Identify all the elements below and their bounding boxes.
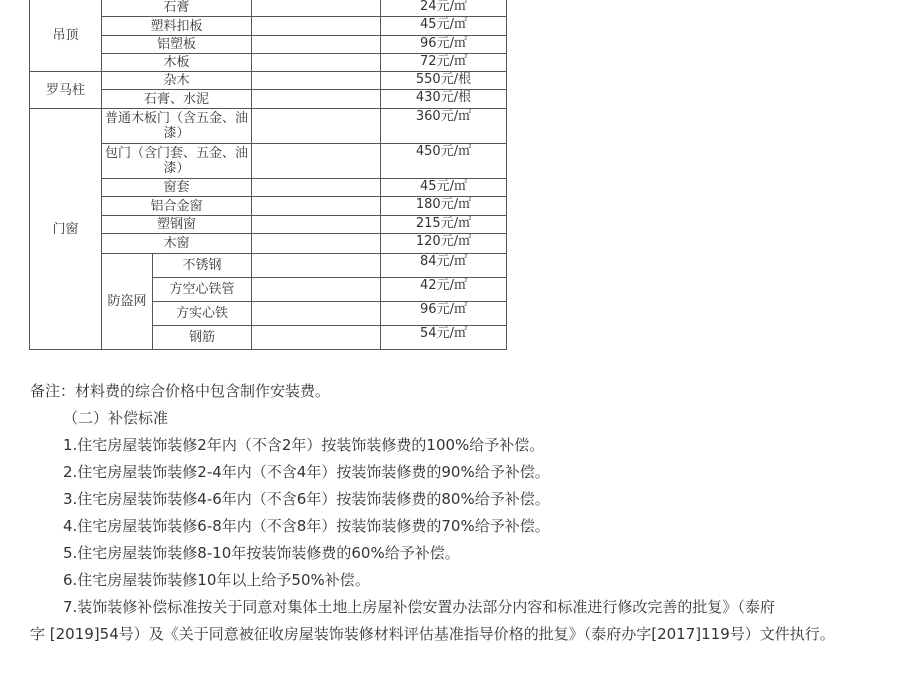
empty-cell — [252, 216, 381, 234]
table-row — [30, 72, 507, 90]
group-label: 门窗 — [30, 109, 102, 350]
notes-section — [30, 378, 890, 648]
empty-cell — [252, 278, 381, 302]
remark-text: 备注：材料费的综合价格中包含制作安装费。 — [30, 382, 331, 400]
item-cell: 杂木 — [102, 72, 252, 90]
empty-cell — [252, 302, 381, 326]
price-cell: 54元/㎡ — [381, 326, 507, 350]
table-row — [30, 254, 507, 278]
price-table — [29, 0, 507, 350]
price-cell: 550元/根 — [381, 72, 507, 90]
empty-cell — [252, 36, 381, 54]
price-cell: 84元/㎡ — [381, 254, 507, 278]
item-cell: 塑钢窗 — [102, 216, 252, 234]
price-cell: 24元/㎡ — [381, 0, 507, 17]
item-cell: 方空心铁管 — [153, 278, 252, 302]
table-row — [30, 197, 507, 216]
empty-cell — [252, 90, 381, 109]
empty-cell — [252, 326, 381, 350]
empty-cell — [252, 179, 381, 197]
list-item: 6.住宅房屋装饰装修10年以上给予50%补偿。 — [63, 571, 370, 589]
list-item-7-continuation: 字 [2019]54号）及《关于同意被征收房屋装饰装修材料评估基准指导价格的批复》（泰府办字[2017]119号）文件执行。 — [30, 625, 835, 643]
empty-cell — [252, 254, 381, 278]
empty-cell — [252, 144, 381, 179]
empty-cell — [252, 197, 381, 216]
price-cell: 72元/㎡ — [381, 54, 507, 72]
list-item: 2.住宅房屋装饰装修2-4年内（不含4年）按装饰装修费的90%给予补偿。 — [63, 463, 550, 481]
empty-cell — [252, 17, 381, 36]
item-cell: 钢筋 — [153, 326, 252, 350]
price-cell: 45元/㎡ — [381, 17, 507, 36]
price-cell: 42元/㎡ — [381, 278, 507, 302]
list-item: 4.住宅房屋装饰装修6-8年内（不含8年）按装饰装修费的70%给予补偿。 — [63, 517, 550, 535]
price-cell: 180元/㎡ — [381, 197, 507, 216]
price-cell: 120元/㎡ — [381, 234, 507, 254]
price-cell: 215元/㎡ — [381, 216, 507, 234]
price-cell: 45元/㎡ — [381, 179, 507, 197]
item-cell: 铝塑板 — [102, 36, 252, 54]
list-item: 3.住宅房屋装饰装修4-6年内（不含6年）按装饰装修费的80%给予补偿。 — [63, 490, 550, 508]
table-row — [30, 17, 507, 36]
item-cell: 木板 — [102, 54, 252, 72]
table-row — [30, 54, 507, 72]
price-cell: 96元/㎡ — [381, 36, 507, 54]
section-heading: （二）补偿标准 — [63, 409, 169, 427]
list-item-7: 7.装饰装修补偿标准按关于同意对集体土地上房屋补偿安置办法部分内容和标准进行修改完善的批复》（泰府 — [63, 598, 775, 616]
table-row — [30, 90, 507, 109]
empty-cell — [252, 234, 381, 254]
empty-cell — [252, 109, 381, 144]
table-row — [30, 109, 507, 144]
item-cell: 塑料扣板 — [102, 17, 252, 36]
group-label: 防盗网 — [102, 254, 153, 350]
table-row — [30, 216, 507, 234]
empty-cell — [252, 54, 381, 72]
empty-cell — [252, 0, 381, 17]
price-cell: 430元/根 — [381, 90, 507, 109]
item-cell: 石膏 — [102, 0, 252, 17]
item-cell: 石膏、水泥 — [102, 90, 252, 109]
item-cell: 普通木板门（含五金、油漆） — [102, 109, 252, 144]
empty-cell — [252, 72, 381, 90]
table-row — [30, 0, 507, 17]
item-cell: 窗套 — [102, 179, 252, 197]
table-row — [30, 179, 507, 197]
item-cell: 包门（含门套、五金、油漆） — [102, 144, 252, 179]
item-cell: 方实心铁 — [153, 302, 252, 326]
table-row — [30, 144, 507, 179]
price-cell: 450元/㎡ — [381, 144, 507, 179]
table-row — [30, 36, 507, 54]
group-label: 吊顶 — [30, 0, 102, 72]
item-cell: 木窗 — [102, 234, 252, 254]
price-cell: 96元/㎡ — [381, 302, 507, 326]
group-label: 罗马柱 — [30, 72, 102, 109]
item-cell: 铝合金窗 — [102, 197, 252, 216]
table-row — [30, 234, 507, 254]
list-item: 5.住宅房屋装饰装修8-10年按装饰装修费的60%给予补偿。 — [63, 544, 460, 562]
price-cell: 360元/㎡ — [381, 109, 507, 144]
item-cell: 不锈钢 — [153, 254, 252, 278]
list-item: 1.住宅房屋装饰装修2年内（不含2年）按装饰装修费的100%给予补偿。 — [63, 436, 545, 454]
